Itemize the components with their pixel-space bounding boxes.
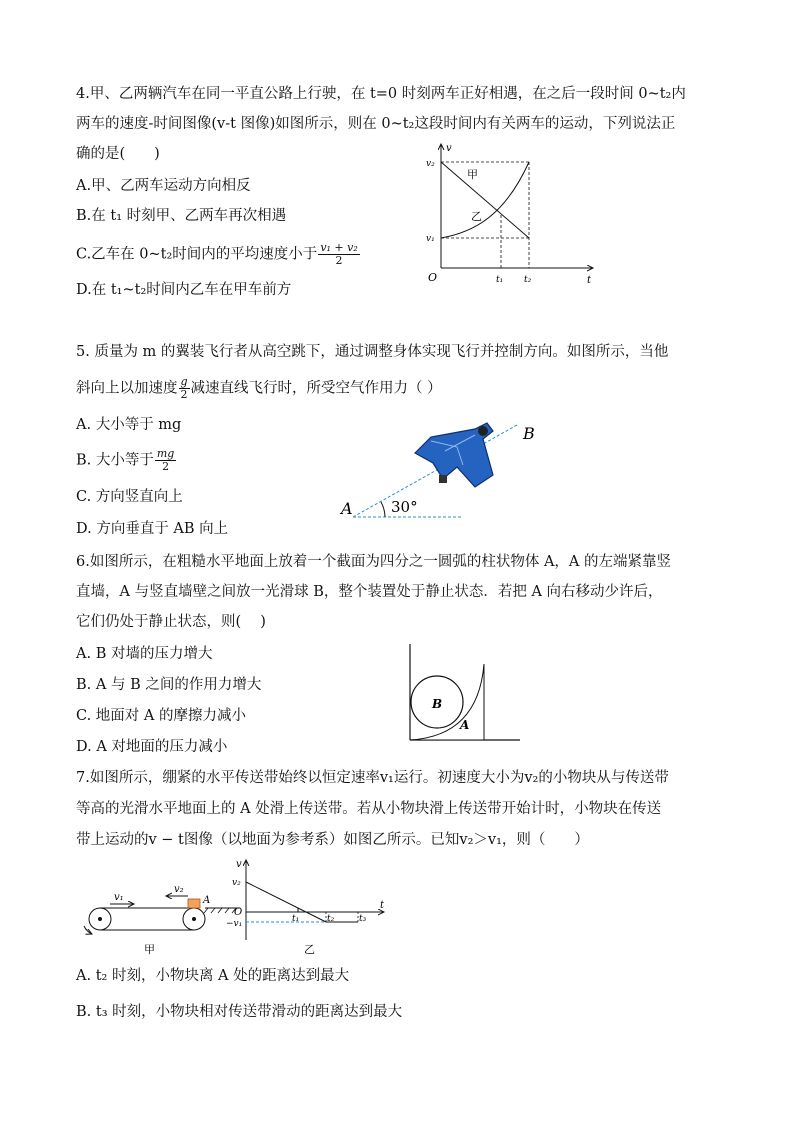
q5-fraction-denominator: 2 [180,388,188,401]
q6-option-a: A. B 对墙的压力增大 [76,646,213,662]
q7-label-v2: v₂ [174,884,184,895]
q7-label-v: v [236,859,242,870]
q4-vt-graph [415,140,600,290]
q7-label-a: A [203,895,211,906]
q5-option-b-text: B. 大小等于 [76,452,154,469]
rotation-arrow-icon [84,926,92,934]
wingsuit-flyer-icon [415,423,493,487]
q5-angle-arc [381,502,385,517]
q6-stem-line3: 它们仍处于静止状态，则( ) [76,614,266,630]
q7-label-t2: t₂ [327,914,335,924]
q6-stem-line2: 直墙，A 与竖直墙壁之间放一光滑球 B，整个装置处于静止状态．若把 A 向右移动少许后， [76,584,663,600]
q6-figure [400,640,525,745]
q5-stem-text-post: 减速直线飞行时，所受空气作用力（ ） [190,380,442,397]
q5-stem-line1: 5. 质量为 m 的翼装飞行者从高空跳下，通过调整身体实现飞行并控制方向。如图所示，当他 [76,344,669,360]
q5-option-b-fraction [155,448,176,473]
q6-option-d: D. A 对地面的压力减小 [76,739,228,755]
q4-option-d: D.在 t₁~t₂时间内乙车在甲车前方 [76,282,292,298]
q4-fraction-numerator: v₁ + v₂ [320,241,358,254]
q4-line-jia [441,162,529,238]
q4-label-v2: v₂ [426,159,435,169]
q5-option-b [76,448,177,473]
q7-label-jia: 甲 [144,943,155,956]
q6-option-b: B. A 与 B 之间的作用力增大 [76,677,262,693]
q4-option-c-text: C.乙车在 0~t₂时间内的平均速度小于 [76,246,318,263]
q5-label-b: B [523,424,535,443]
q4-option-b: B.在 t₁ 时刻甲、乙两车再次相遇 [76,208,287,224]
q5-label-a: A [341,499,353,518]
q7-label-t3: t₃ [359,914,367,924]
q7-label-v1: v₁ [114,892,124,903]
q4-stem-line2: 两车的速度-时间图像(v-t 图像)如图所示，则在 0~t₂这段时间内有关两车的运动，下列说法正 [76,116,676,132]
q4-label-v: v [446,143,452,154]
q4-stem-line1: 4.甲、乙两辆汽车在同一平直公路上行驶，在 t=0 时刻两车正好相遇，在之后一段时间 0~t₂内 [76,86,686,102]
q7-line-decel [246,882,326,922]
q5-wingsuit-figure [335,405,555,525]
q6-label-b: B [432,697,443,711]
q7-label-v2-graph: v₂ [232,878,241,888]
q4-label-jia: 甲 [467,168,478,181]
q7-label-neg-v1: −v₁ [226,919,243,929]
q5-fraction-numerator: g [180,375,188,388]
q4-option-c-fraction [318,242,359,267]
q5-option-d: D. 方向垂直于 AB 向上 [76,521,229,537]
q5-accel-fraction [179,376,190,401]
q6-option-c: C. 地面对 A 的摩擦力减小 [76,708,246,724]
q7-option-b: B. t₃ 时刻，小物块相对传送带滑动的距离达到最大 [76,1004,403,1020]
q4-label-t1: t₁ [496,275,504,285]
q4-stem-line3: 确的是( ) [76,146,160,162]
q4-label-t2: t₂ [524,275,532,285]
q4-fraction-denominator: 2 [335,254,343,267]
q6-stem-line1: 6.如图所示，在粗糙水平地面上放着一个截面为四分之一圆弧的柱状物体 A，A 的左端紧靠竖 [76,554,671,570]
q5-stem-text: 斜向上以加速度 [76,380,178,397]
q5-stem-line2 [76,376,442,401]
q4-label-v1: v₁ [426,234,435,244]
q7-label-origin: O [234,907,243,918]
q7-option-a: A. t₂ 时刻，小物块离 A 处的距离达到最大 [76,968,350,984]
q5-fraction-numerator-b: mg [156,447,175,460]
q7-label-t: t [380,900,385,911]
q4-option-a: A.甲、乙两车运动方向相反 [76,178,251,194]
q6-label-a: A [460,718,470,732]
q4-label-origin: O [428,271,438,284]
q7-stem-line3: 带上运动的v − t图像（以地面为参考系）如图乙所示。已知v₂＞v₁，则（ ） [76,832,589,848]
q7-label-t1: t₁ [292,914,300,924]
q4-option-c [76,242,361,267]
q7-block [188,899,200,908]
q4-label-t: t [587,275,592,286]
q7-figures [70,856,400,958]
q5-fraction-denominator-b: 2 [162,460,170,473]
q5-label-angle: 30° [391,498,418,516]
q7-stem-line1: 7.如图所示，绷紧的水平传送带始终以恒定速率v₁运行。初速度大小为v₂的小物块从与传送带 [76,770,669,786]
q7-stem-line2: 等高的光滑水平地面上的 A 处滑上传送带。若从小物块滑上传送带开始计时，小物块在传送 [76,801,662,817]
q7-conveyor-figure [84,884,243,956]
q7-vt-graph [226,859,385,956]
q5-option-c: C. 方向竖直向上 [76,489,183,505]
q5-option-a: A. 大小等于 mg [76,417,182,433]
q7-label-yi: 乙 [304,943,315,956]
q4-label-yi: 乙 [471,210,482,223]
